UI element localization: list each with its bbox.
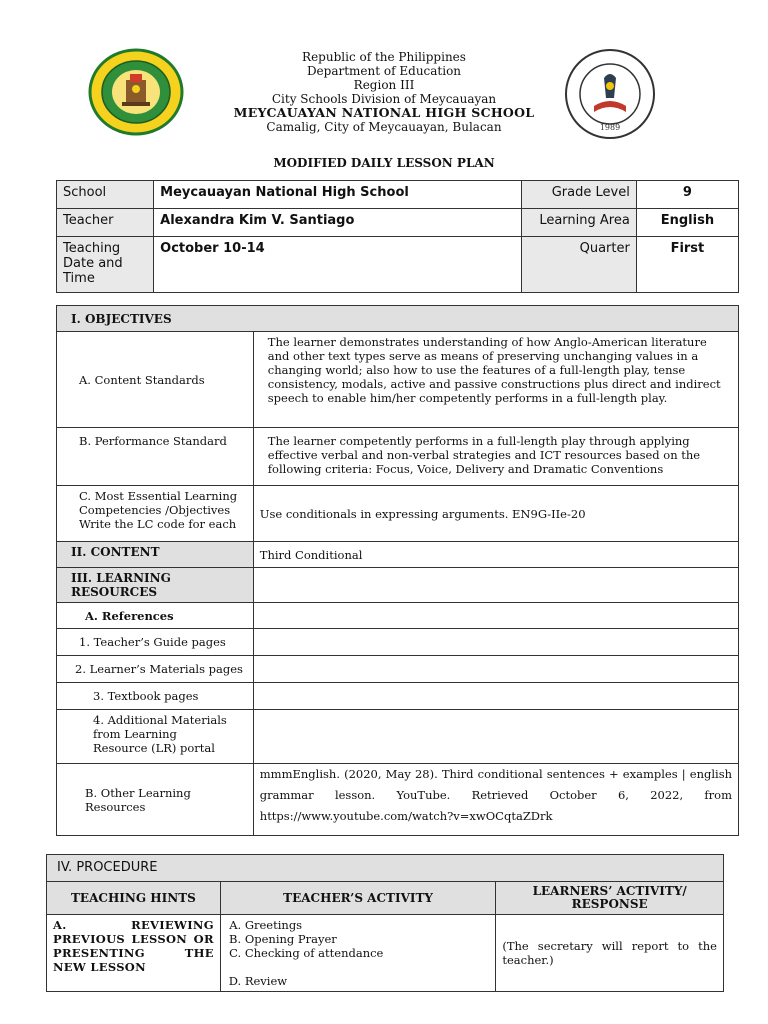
other-resources-label: B. Other Learning Resources [57,764,254,836]
textbook-pages-label: 3. Textbook pages [57,683,254,710]
activity-review: D. Review [245,974,490,988]
school-value: Meycauayan National High School [154,181,522,209]
teaching-hints-header: TEACHING HINTS [47,882,221,915]
learners-activity-header: LEARNERS’ ACTIVITY/ RESPONSE [496,882,724,915]
textbook-pages-cell [253,683,738,710]
grade-level-label: Grade Level [521,181,636,209]
learning-area-label: Learning Area [521,209,636,237]
teachers-guide-label: 1. Teacher’s Guide pages [57,629,254,656]
teachers-guide-cell [253,629,738,656]
objectives-table [56,305,739,836]
learning-resources-cell [253,568,738,603]
learning-resources-heading: III. LEARNING RESOURCES [57,568,254,603]
learners-materials-label: 2. Learner’s Materials pages [57,656,254,683]
teacher-label: Teacher [57,209,154,237]
activity-attendance: C. Checking of attendance [245,946,490,960]
svg-text:1989: 1989 [599,123,621,132]
quarter-label: Quarter [521,237,636,293]
reviewing-lesson-hint: A. REVIEWING PREVIOUS LESSON OR PRESENTING THE NEW LESSON [47,915,221,992]
references-cell [253,603,738,629]
teachers-activity-list [227,918,490,988]
teachers-activity-cell [220,915,496,992]
procedure-heading: IV. PROCEDURE [47,855,724,882]
teachers-activity-header: TEACHER’S ACTIVITY [220,882,496,915]
objectives-heading: I. OBJECTIVES [57,306,739,332]
learning-area-value: English [636,209,738,237]
activity-greetings: A. Greetings [245,918,490,932]
teaching-date-value: October 10-14 [154,237,522,293]
teacher-value: Alexandra Kim V. Santiago [154,209,522,237]
quarter-value: First [636,237,738,293]
melc-label: C. Most Essential Learning Competencies /Objectives Write the LC code for each [57,486,254,542]
other-resources-text: mmmEnglish. (2020, May 28). Third conditional sentences + examples | english grammar lesson. YouTube. Retrieved October 6, 2022, from https://www.youtube.com/watch?v=xwOCqtaZDrk [253,764,738,836]
school-label: School [57,181,154,209]
header-line-region: Region III [353,78,415,92]
document-title: MODIFIED DAILY LESSON PLAN [273,156,495,170]
content-standards-label: A. Content Standards [57,332,254,428]
procedure-table [46,854,724,992]
content-standards-text: The learner demonstrates understanding of how Anglo-American literature and other text types serve as means of preserving unchanging values in a changing world; also how to use the features of a full-length play, tense consistency, modals, active and passive constructions plus direct and indirect speech to enable him/her competently performs in a full-length play. [253,332,738,428]
header-school-name: MEYCAUAYAN NATIONAL HIGH SCHOOL [233,105,535,120]
content-heading: II. CONTENT [57,542,254,568]
content-value: Third Conditional [253,542,738,568]
learners-response-text: (The secretary will report to the teacher.) [496,915,724,992]
teaching-date-label: Teaching Date and Time [57,237,154,293]
grade-level-value: 9 [636,181,738,209]
performance-standard-label: B. Performance Standard [57,428,254,486]
header-line-republic: Republic of the Philippines [302,50,466,64]
document-header [0,50,768,134]
header-line-division: City Schools Division of Meycauayan [271,92,497,106]
additional-materials-label: 4. Additional Materials from Learning Resource (LR) portal [57,710,254,764]
additional-materials-cell [253,710,738,764]
learners-materials-cell [253,656,738,683]
melc-text: Use conditionals in expressing arguments. EN9G-IIe-20 [253,486,738,542]
header-line-department: Department of Education [306,64,462,78]
activity-opening-prayer: B. Opening Prayer [245,932,490,946]
info-table [56,180,739,293]
performance-standard-text: The learner competently performs in a full-length play through applying effective verbal and non-verbal strategies and ICT resources based on the following criteria: Focus, Voice, Delivery and Dramatic Conventions [253,428,738,486]
references-label: A. References [57,603,254,629]
header-address: Camalig, City of Meycauayan, Bulacan [266,120,502,134]
